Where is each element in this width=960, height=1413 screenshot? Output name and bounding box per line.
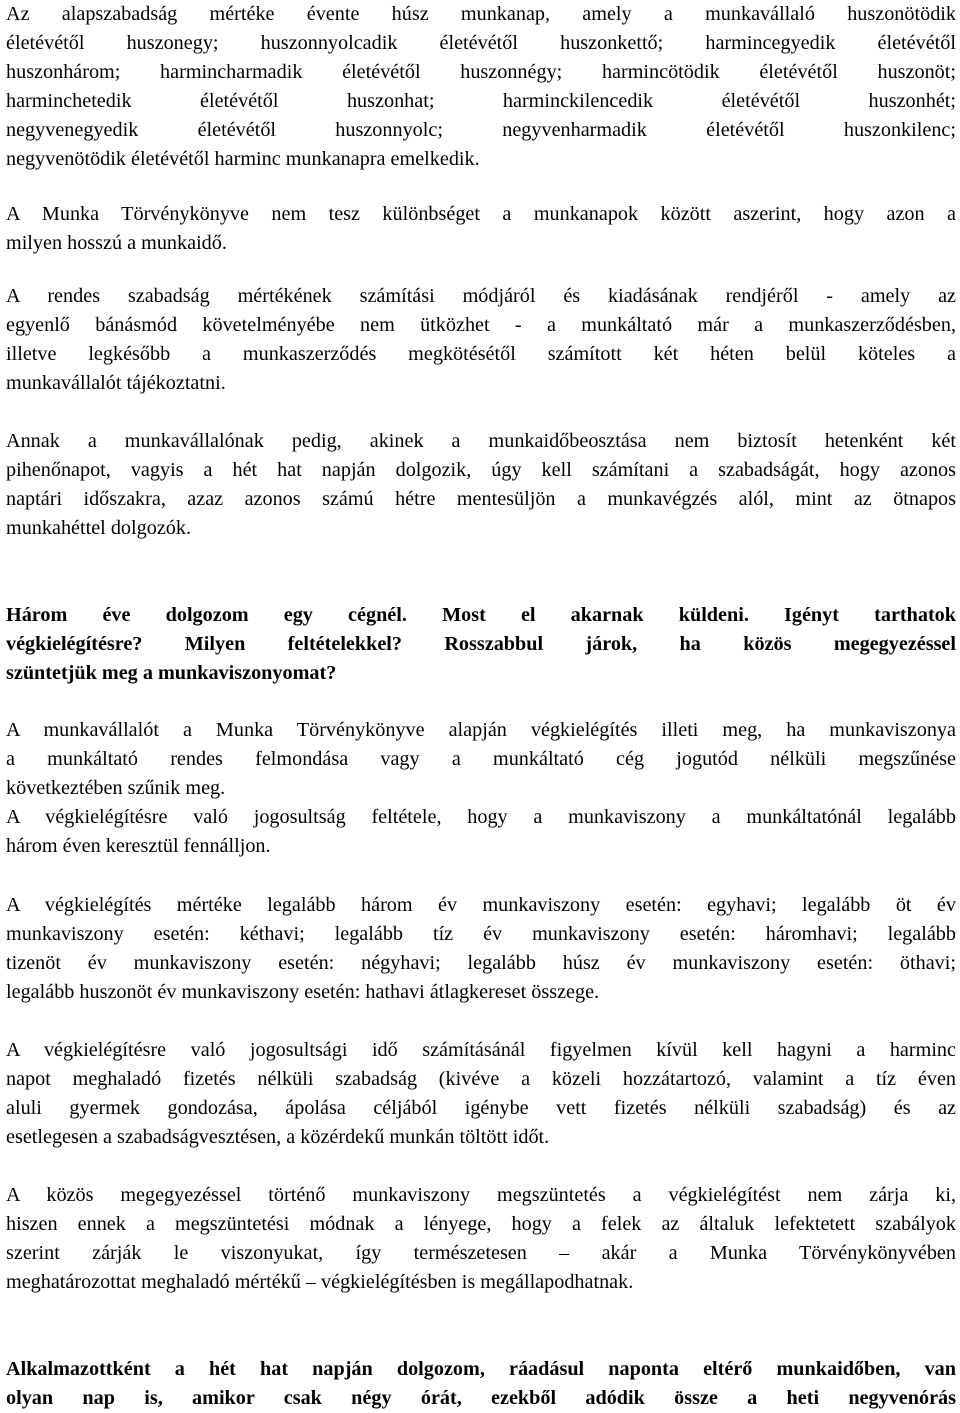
text-line: negyvenötödik életévétől harminc munkanapra emelkedik.	[6, 148, 480, 170]
paragraph-working-hours-distinction	[6, 200, 956, 258]
text-line: A rendes szabadság mértékének számítási módjáról és kiadásának rendjéről - amely az	[6, 285, 956, 307]
text-line: napot meghaladó fizetés nélküli szabadság (kivéve a közeli hozzátartozó, valamint a tíz éven	[6, 1068, 956, 1090]
text-line: meghatározottat meghaladó mértékű – végkielégítésben is megállapodhatnak.	[6, 1271, 634, 1293]
text-line: naptári időszakra, azaz azonos számú hétre mentesüljön a munkavégzés alól, mint az ötnapos	[6, 488, 956, 510]
question-severance-pay	[6, 601, 956, 688]
text-line: legalább huszonöt év munkaviszony esetén: hathavi átlagkereset összege.	[6, 981, 600, 1003]
text-line: Három éve dolgozom egy cégnél. Most el akarnak küldeni. Igényt tarthatok	[6, 604, 956, 626]
text-line: A végkielégítésre való jogosultsági idő számításánál figyelmen kívül kell hagyni a harminc	[6, 1039, 956, 1061]
text-line: huszonhárom; harmincharmadik életévétől huszonnégy; harmincötödik életévétől huszonöt;	[6, 61, 956, 83]
text-line: milyen hosszú a munkaidő.	[6, 232, 227, 254]
text-line: harminchetedik életévétől huszonhat; harminckilencedik életévétől huszonhét;	[6, 90, 956, 112]
text-line: Annak a munkavállalónak pedig, akinek a munkaidőbeosztása nem biztosít hetenként két	[6, 430, 956, 452]
text-line: olyan nap is, amikor csak négy órát, ezekből adódik össze a heti negyvenórás	[6, 1387, 956, 1409]
paragraph-severance-amount	[6, 891, 956, 1007]
text-line: munkavállalót tájékoztatni.	[6, 372, 226, 394]
text-line: munkahéttel dolgozók.	[6, 517, 192, 539]
paragraph-annual-leave-by-age	[6, 0, 956, 174]
text-line: három éven keresztül fennálljon.	[6, 835, 271, 857]
text-line: aluli gyermek gondozása, ápolása céljából igénybe vett fizetés nélküli szabadság) és az	[6, 1097, 956, 1119]
text-line: A munkavállalót a Munka Törvénykönyve alapján végkielégítés illeti meg, ha munkaviszonya	[6, 719, 956, 741]
text-line: hiszen ennek a megszüntetési módnak a lényege, hogy a felek az általuk lefektetett szabályok	[6, 1213, 956, 1235]
text-line: Az alapszabadság mértéke évente húsz munkanap, amely a munkavállaló huszonötödik	[6, 3, 956, 25]
text-line: tizenöt év munkaviszony esetén: négyhavi; legalább húsz év munkaviszony esetén: öthavi;	[6, 952, 956, 974]
text-line: következtében szűnik meg.	[6, 777, 226, 799]
paragraph-excluded-periods	[6, 1036, 956, 1152]
text-line: A végkielégítésre való jogosultság feltétele, hogy a munkaviszony a munkáltatónál legalább	[6, 806, 956, 828]
text-line: illetve legkésőbb a munkaszerződés megkötésétől számított két héten belül köteles a	[6, 343, 956, 365]
text-line: A közös megegyezéssel történő munkaviszony megszüntetés a végkielégítést nem zárja ki,	[6, 1184, 956, 1206]
paragraph-leave-calculation-notice	[6, 282, 956, 398]
text-line: A végkielégítés mértéke legalább három év munkaviszony esetén: egyhavi; legalább öt év	[6, 894, 956, 916]
question-six-day-schedule	[6, 1355, 956, 1413]
paragraph-mutual-agreement	[6, 1181, 956, 1297]
text-line: egyenlő bánásmód követelményébe nem ütközhet - a munkáltató már a munkaszerződésben,	[6, 314, 956, 336]
text-line: pihenőnapot, vagyis a hét hat napján dolgozik, úgy kell számítani a szabadságát, hogy azonos	[6, 459, 956, 481]
paragraph-severance-condition	[6, 803, 956, 861]
text-line: végkielégítésre? Milyen feltételekkel? Rosszabbul járok, ha közös megegyezéssel	[6, 633, 956, 655]
text-line: szerint zárják le viszonyukat, így természetesen – akár a Munka Törvénykönyvében	[6, 1242, 956, 1264]
text-line: negyvenegyedik életévétől huszonnyolc; negyvenharmadik életévétől huszonkilenc;	[6, 119, 956, 141]
text-line: esetlegesen a szabadságvesztésen, a közérdekű munkán töltött időt.	[6, 1126, 550, 1148]
text-line: Alkalmazottként a hét hat napján dolgozom, ráadásul naponta eltérő munkaidőben, van	[6, 1358, 956, 1380]
paragraph-six-day-week	[6, 427, 956, 543]
text-line: A Munka Törvénykönyve nem tesz különbséget a munkanapok között aszerint, hogy azon a	[6, 203, 956, 225]
text-line: munkaviszony esetén: kéthavi; legalább tíz év munkaviszony esetén: háromhavi; legalább	[6, 923, 956, 945]
text-line: szüntetjük meg a munkaviszonyomat?	[6, 662, 337, 684]
paragraph-severance-entitlement	[6, 716, 956, 803]
text-line: a munkáltató rendes felmondása vagy a munkáltató cég jogutód nélküli megszűnése	[6, 748, 956, 770]
text-line: életévétől huszonegy; huszonnyolcadik életévétől huszonkettő; harmincegyedik életévétől	[6, 32, 956, 54]
